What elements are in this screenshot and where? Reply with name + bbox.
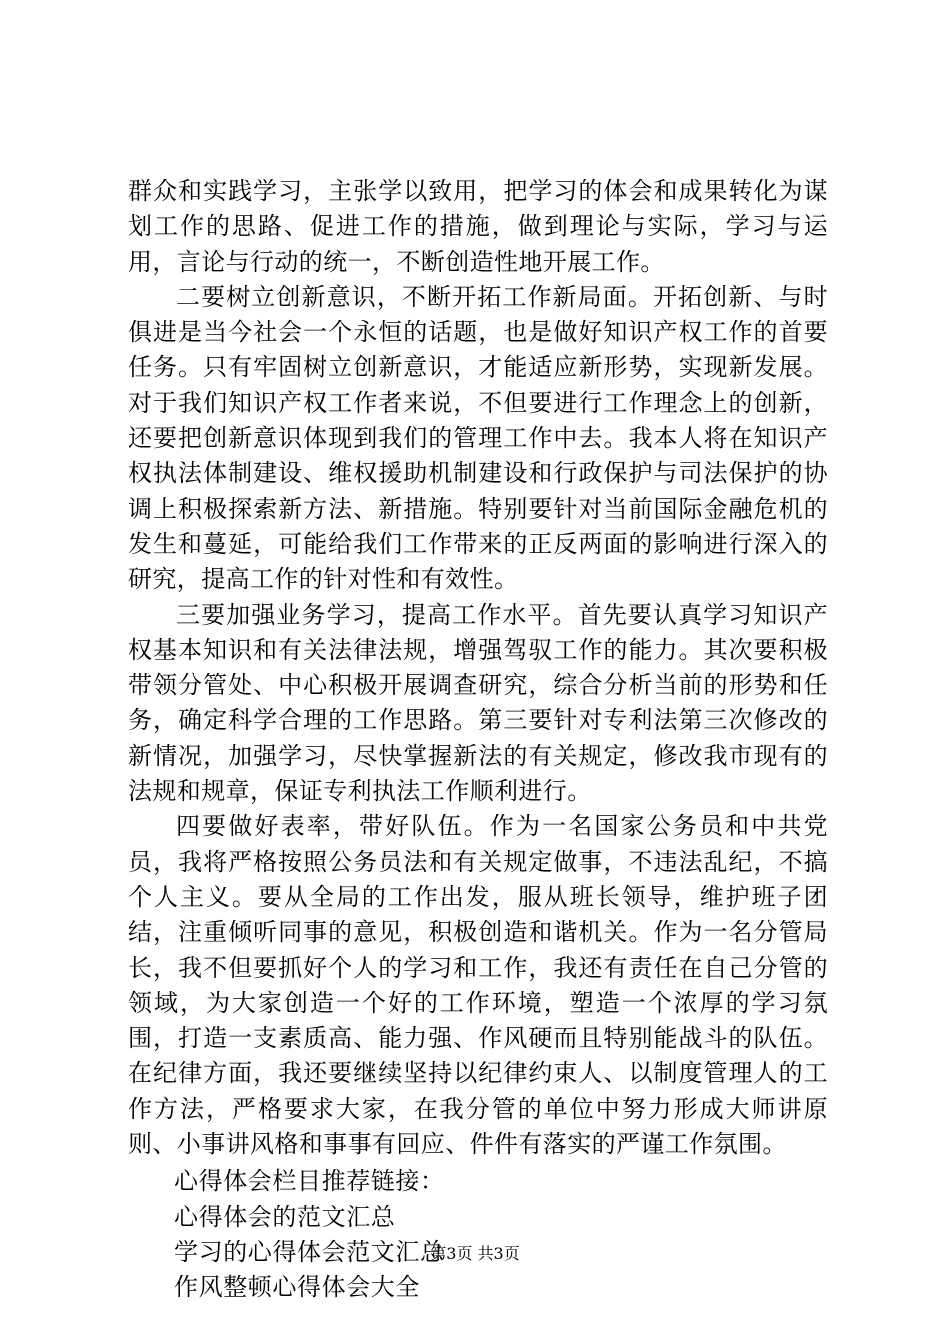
recommended-links	[128, 1164, 828, 1305]
recommended-links-heading: 心得体会栏目推荐链接：	[174, 1167, 445, 1196]
link-sample-essays[interactable]: 心得体会的范文汇总	[174, 1202, 396, 1231]
page-number: 第3页 共3页	[430, 1244, 520, 1263]
document-body	[128, 174, 828, 1306]
paragraph-leadership: 四要做好表率，带好队伍。作为一名国家公务员和中共党员，我将严格按照公务员法和有关规定做事，不违法乱纪，不搞个人主义。要从全局的工作出发，服从班长领导，维护班子团结，注重倾听同事的意见，积极创造和谐机关。作为一名分管局长，我不但要抓好个人的学习和工作，我还有责任在自己分管的领域，为大家创造一个好的工作环境，塑造一个浓厚的学习氛围，打造一支素质高、能力强、作风硬而且特别能战斗的队伍。在纪律方面，我还要继续坚持以纪律约束人、以制度管理人的工作方法，严格要求大家，在我分管的单位中努力形成大师讲原则、小事讲风格和事事有回应、件件有落实的严谨工作氛围。	[128, 812, 828, 1159]
paragraph-innovation: 二要树立创新意识，不断开拓工作新局面。开拓创新、与时俱进是当今社会一个永恒的话题，也是做好知识产权工作的首要任务。只有牢固树立创新意识，才能适应新形势，实现新发展。对于我们知识产权工作者来说，不但要进行工作理念上的创新，还要把创新意识体现到我们的管理工作中去。我本人将在知识产权执法体制建设、维权援助机制建设和行政保护与司法保护的协调上积极探索新方法、新措施。特别要针对当前国际金融危机的发生和蔓延，可能给我们工作带来的正反两面的影响进行深入的研究，提高工作的针对性和有效性。	[128, 282, 828, 594]
link-work-style-essays[interactable]: 作风整顿心得体会大全	[174, 1273, 420, 1302]
paragraph-study: 三要加强业务学习，提高工作水平。首先要认真学习知识产权基本知识和有关法律法规，增强驾驭工作的能力。其次要积极带领分管处、中心积极开展调查研究，综合分析当前的形势和任务，确定科学合理的工作思路。第三要针对专利法第三次修改的新情况，加强学习，尽快掌握新法的有关规定，修改我市现有的法规和规章，保证专利执法工作顺利进行。	[128, 600, 828, 806]
link-study-essays[interactable]: 学习的心得体会范文汇总	[174, 1237, 445, 1266]
paragraph-continued: 群众和实践学习，主张学以致用，把学习的体会和成果转化为谋划工作的思路、促进工作的措施，做到理论与实际，学习与运用，言论与行动的统一，不断创造性地开展工作。	[128, 177, 828, 276]
